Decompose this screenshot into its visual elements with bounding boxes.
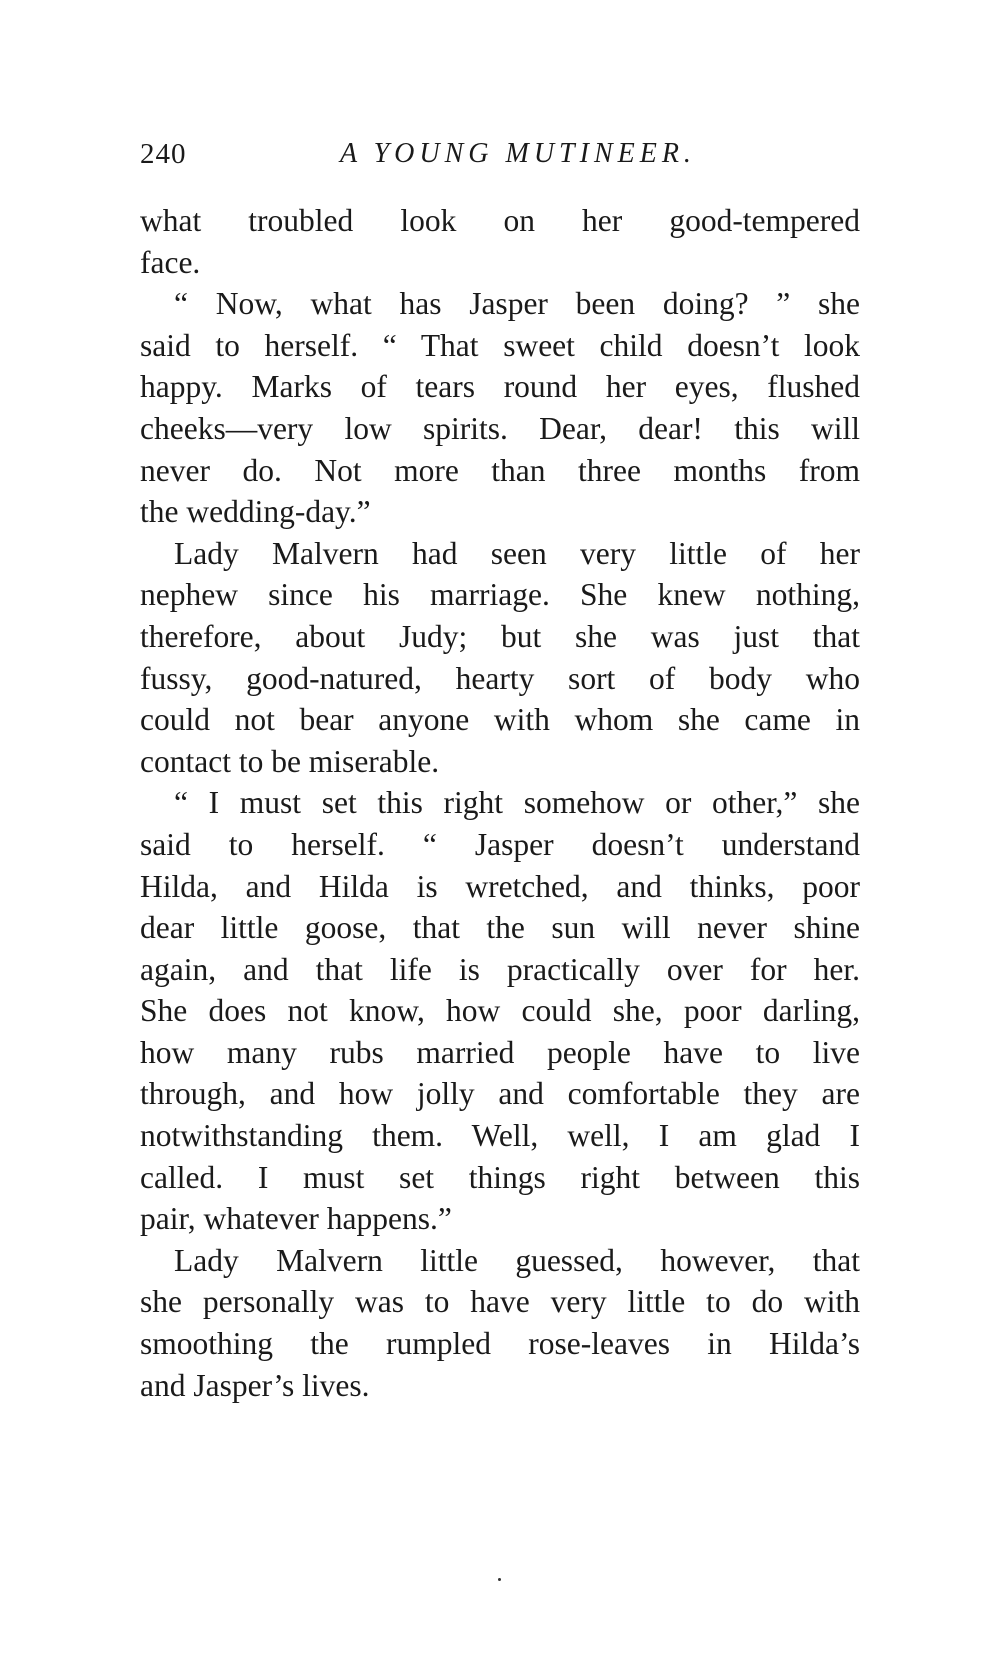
text-line: could not bear anyone with whom she came in	[140, 702, 860, 738]
text-line: through, and how jolly and comfortable they are	[140, 1076, 860, 1112]
text-line: the wedding-day.”	[140, 494, 371, 530]
running-title: A YOUNG MUTINEER.	[340, 138, 696, 169]
text-line: cheeks—very low spirits. Dear, dear! this will	[140, 410, 860, 446]
text-line: Hilda, and Hilda is wretched, and thinks, poor	[140, 868, 860, 904]
text-line: and Jasper’s lives.	[140, 1367, 370, 1403]
page-header	[140, 138, 900, 178]
text-line: said to herself. “ Jasper doesn’t understand	[140, 826, 860, 862]
text-line: happy. Marks of tears round her eyes, flushed	[140, 369, 860, 405]
text-line: notwithstanding them. Well, well, I am glad I	[140, 1118, 860, 1154]
text-line: how many rubs married people have to live	[140, 1034, 860, 1070]
text-line: said to herself. “ That sweet child doesn’t look	[140, 327, 860, 363]
text-line: “ I must set this right somehow or other,” she	[174, 785, 860, 821]
print-mark	[498, 1578, 501, 1581]
text-line: she personally was to have very little to do with	[140, 1284, 860, 1320]
text-line: pair, whatever happens.”	[140, 1201, 452, 1237]
text-line: Lady Malvern little guessed, however, that	[174, 1242, 860, 1278]
text-line: “ Now, what has Jasper been doing? ” she	[174, 286, 860, 322]
text-line: again, and that life is practically over for her.	[140, 951, 860, 987]
text-line: She does not know, how could she, poor darling,	[140, 993, 860, 1029]
text-line: contact to be miserable.	[140, 743, 440, 779]
text-line: fussy, good-natured, hearty sort of body who	[140, 660, 860, 696]
text-line: smoothing the rumpled rose-leaves in Hilda’s	[140, 1326, 860, 1362]
text-line: face.	[140, 244, 201, 280]
text-line: what troubled look on her good-tempered	[140, 203, 860, 238]
text-line: nephew since his marriage. She knew nothing,	[140, 577, 860, 613]
text-line: therefore, about Judy; but she was just that	[140, 618, 860, 654]
text-line: dear little goose, that the sun will never shine	[140, 910, 860, 946]
page-number: 240	[140, 138, 187, 170]
body-text	[140, 200, 860, 1406]
text-line: never do. Not more than three months from	[140, 452, 860, 488]
text-line: Lady Malvern had seen very little of her	[174, 535, 860, 571]
text-line: called. I must set things right between this	[140, 1159, 860, 1195]
